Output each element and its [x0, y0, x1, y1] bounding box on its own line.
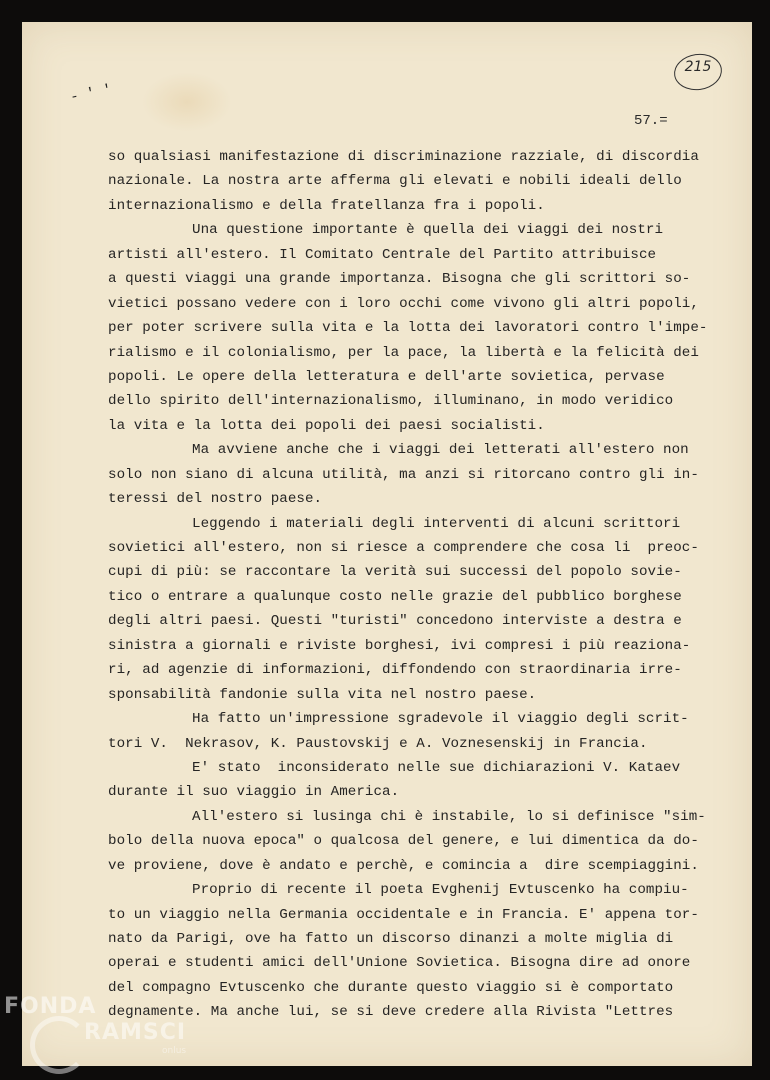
text-line: rialismo e il colonialismo, per la pace, la libertà e la felicità dei — [108, 344, 699, 361]
paper-stain — [142, 72, 232, 132]
text-line: All'estero si lusinga chi è instabile, lo si definisce "sim- — [192, 808, 706, 825]
page-number: 57.= — [634, 113, 668, 129]
text-line: sovietici all'estero, non si riesce a comprendere che cosa li preoc- — [108, 540, 699, 556]
text-line: Leggendo i materiali degli interventi di alcuni scrittori — [192, 515, 681, 532]
text-line: Proprio di recente il poeta Evghenij Evtuscenko ha compiu- — [192, 882, 689, 899]
text-line: degnamente. Ma anche lui, se si deve credere alla Rivista "Lettres — [108, 1004, 674, 1021]
watermark-gramsci: RAMSCI — [84, 1020, 187, 1045]
text-line: solo non siano di alcuna utilità, ma anzi si ritorcano contro gli in- — [108, 466, 699, 483]
text-line: Una questione importante è quella dei viaggi dei nostri — [192, 222, 664, 239]
text-line: bolo della nuova epoca" o qualcosa del genere, e lui dimentica da do- — [108, 833, 699, 850]
text-line: popoli. Le opere della letteratura e dell'arte sovietica, pervase — [108, 368, 665, 385]
text-line: Ha fatto un'impressione sgradevole il viaggio degli scrit- — [192, 711, 689, 728]
typed-text-body — [108, 145, 718, 1025]
text-line: to un viaggio nella Germania occidentale e in Francia. E' appena tor- — [108, 906, 699, 923]
text-line: operai e studenti amici dell'Unione Sovietica. Bisogna dire ad onore — [108, 955, 691, 972]
text-line: degli altri paesi. Questi "turisti" concedono interviste a destra e — [108, 613, 682, 630]
text-line: internazionalismo e della fratellanza fra i popoli. — [108, 197, 545, 214]
archive-number: 215 — [684, 59, 712, 75]
text-line: E' stato inconsiderato nelle sue dichiarazioni V. Kataev — [192, 759, 681, 776]
watermark-fondazione: FONDA — [4, 994, 97, 1019]
text-line: ri, ad agenzie di informazioni, diffondendo con straordinaria irre- — [108, 662, 682, 679]
text-line: del compagno Evtuscenko che durante questo viaggio si è comportato — [108, 979, 674, 996]
text-line: nazionale. La nostra arte afferma gli elevati e nobili ideali dello — [108, 173, 682, 190]
text-line: cupi di più: se raccontare la verità sui successi del popolo sovie- — [108, 564, 682, 581]
watermark-g-logo — [30, 1016, 88, 1074]
corner-ink-mark: - ' ' — [68, 81, 114, 107]
text-line: sinistra a giornali e riviste borghesi, ivi compresi i più reaziona- — [108, 637, 691, 654]
text-line: ve proviene, dove è andato e perchè, e comincia a dire scempiaggini. — [108, 857, 699, 874]
text-line: tori V. Nekrasov, K. Paustovskij e A. Voznesenskij in Francia. — [108, 735, 648, 752]
text-line: so qualsiasi manifestazione di discriminazione razziale, di discordia — [108, 149, 699, 165]
text-line: sponsabilità fandonie sulla vita nel nostro paese. — [108, 686, 537, 703]
text-line: artisti all'estero. Il Comitato Centrale del Partito attribuisce — [108, 246, 657, 263]
text-line: dello spirito dell'internazionalismo, illuminano, in modo veridico — [108, 393, 674, 410]
text-line: a questi viaggi una grande importanza. Bisogna che gli scrittori so- — [108, 271, 691, 288]
text-line: nato da Parigi, ove ha fatto un discorso dinanzi a molte miglia di — [108, 931, 674, 947]
text-line: tico o entrare a qualunque costo nelle grazie del pubblico borghese — [108, 588, 682, 605]
watermark-onlus: onlus — [162, 1046, 187, 1056]
text-line: durante il suo viaggio in America. — [108, 784, 400, 801]
text-line: la vita e la lotta dei popoli dei paesi socialisti. — [108, 417, 545, 434]
text-line: vietici possano vedere con i loro occhi come vivono gli altri popoli, — [108, 295, 699, 312]
text-line: per poter scrivere sulla vita e la lotta dei lavoratori contro l'impe- — [108, 320, 708, 337]
text-line: Ma avviene anche che i viaggi dei letterati all'estero non — [192, 442, 689, 459]
text-line: teressi del nostro paese. — [108, 491, 323, 508]
